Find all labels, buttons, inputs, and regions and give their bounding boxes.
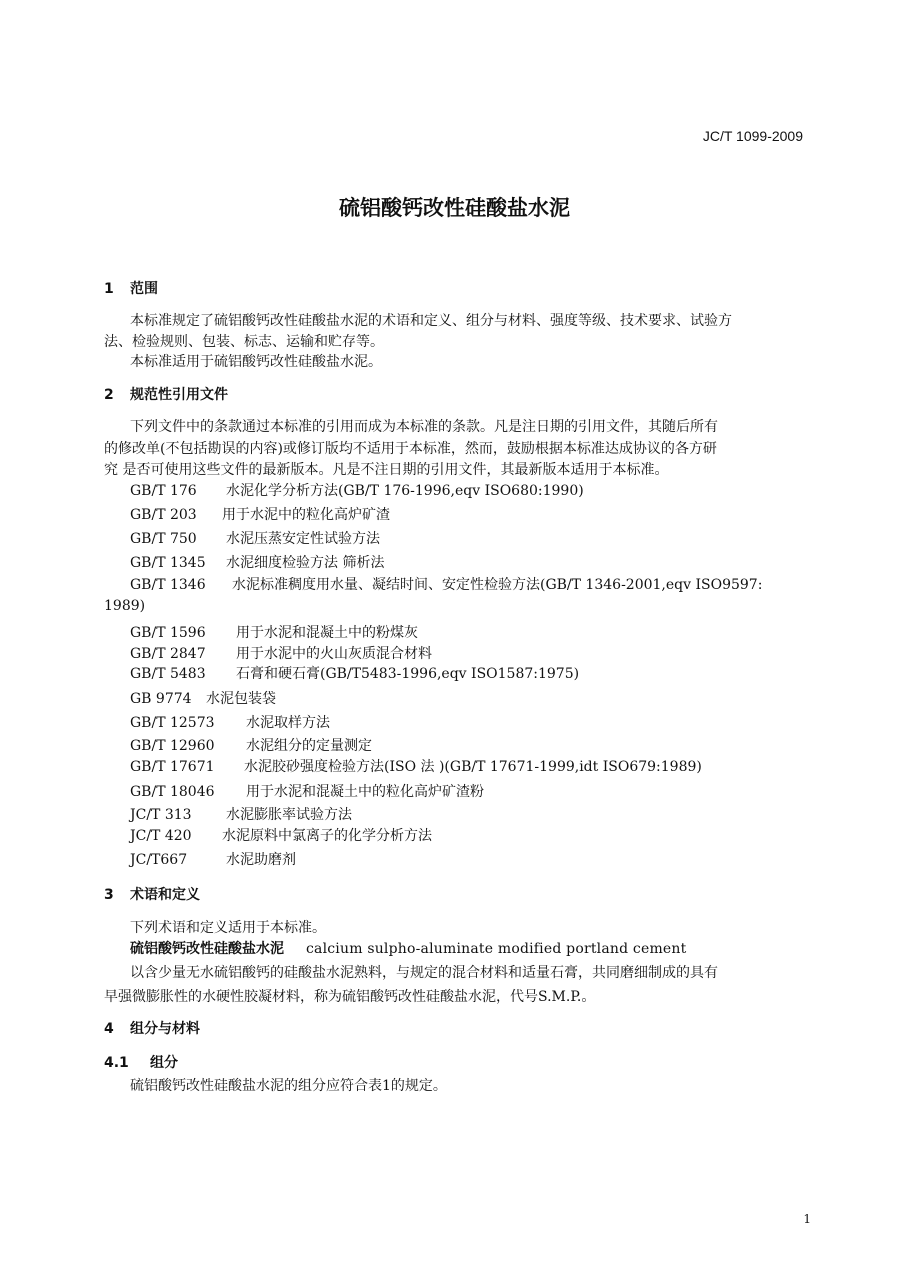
section-number: 3 bbox=[104, 887, 114, 903]
reference-item bbox=[130, 663, 579, 683]
reference-name: 水泥取样方法 bbox=[246, 715, 330, 731]
page-number: 1 bbox=[803, 1212, 811, 1226]
paragraph-line: 本标准适用于硫铝酸钙改性硅酸盐水泥。 bbox=[130, 354, 382, 370]
section-1-heading bbox=[104, 278, 158, 298]
section-2-heading bbox=[104, 384, 228, 404]
reference-name: 水泥膨胀率试验方法 bbox=[226, 807, 352, 823]
reference-item bbox=[130, 735, 372, 755]
reference-code: JC/T667 bbox=[130, 852, 188, 868]
paragraph-line: 硫铝酸钙改性硅酸盐水泥的组分应符合表1的规定。 bbox=[130, 1078, 447, 1094]
reference-name: 用于水泥中的火山灰质混合材料 bbox=[236, 646, 432, 662]
reference-code: GB/T 12573 bbox=[130, 715, 215, 731]
reference-item bbox=[130, 480, 584, 500]
reference-name: 水泥压蒸安定性试验方法 bbox=[226, 531, 380, 547]
reference-code: GB/T 18046 bbox=[130, 784, 215, 800]
section-number: 1 bbox=[104, 281, 114, 297]
reference-item bbox=[130, 643, 432, 663]
reference-item bbox=[130, 825, 432, 845]
reference-item bbox=[130, 574, 762, 594]
reference-item bbox=[130, 552, 384, 572]
paragraph-line: 下列术语和定义适用于本标准。 bbox=[130, 920, 326, 936]
paragraph-line: 的修改单(不包括勘误的内容)或修订版均不适用于本标准，然而，鼓励根据本标准达成协议的各方研 bbox=[104, 441, 717, 457]
reference-name: 水泥助磨剂 bbox=[226, 852, 296, 868]
paragraph-line: 下列文件中的条款通过本标准的引用而成为本标准的条款。凡是注日期的引用文件，其随后所有 bbox=[130, 419, 718, 435]
reference-name: 用于水泥中的粒化高炉矿渣 bbox=[222, 507, 390, 523]
reference-item bbox=[130, 781, 484, 801]
term-english: calcium sulpho-aluminate modified portland cement bbox=[306, 941, 687, 957]
reference-name: 用于水泥和混凝土中的粉煤灰 bbox=[236, 625, 418, 641]
reference-name: 水泥组分的定量测定 bbox=[246, 738, 372, 754]
reference-code: GB/T 17671 bbox=[130, 759, 215, 775]
section-number: 2 bbox=[104, 387, 114, 403]
reference-code: GB/T 5483 bbox=[130, 666, 206, 682]
reference-name: 水泥化学分析方法(GB/T 176-1996,eqv ISO680:1990) bbox=[226, 483, 584, 499]
paragraph-line: 本标准规定了硫铝酸钙改性硅酸盐水泥的术语和定义、组分与材料、强度等级、技术要求、试验方 bbox=[130, 313, 732, 329]
section-title: 组分与材料 bbox=[130, 1021, 200, 1037]
section-title: 规范性引用文件 bbox=[130, 387, 228, 403]
reference-code: GB 9774 bbox=[130, 691, 192, 707]
reference-name: 水泥包装袋 bbox=[206, 691, 276, 707]
reference-code: GB/T 2847 bbox=[130, 646, 206, 662]
reference-item bbox=[130, 756, 702, 776]
reference-code: JC/T 420 bbox=[130, 828, 192, 844]
reference-code: GB/T 750 bbox=[130, 531, 197, 547]
standard-number: JC/T 1099-2009 bbox=[702, 128, 803, 144]
reference-name: 水泥原料中氯离子的化学分析方法 bbox=[222, 828, 432, 844]
reference-item bbox=[130, 712, 330, 732]
reference-item bbox=[130, 504, 390, 524]
reference-item bbox=[130, 622, 418, 642]
paragraph-line: 法、检验规则、包装、标志、运输和贮存等。 bbox=[104, 334, 384, 350]
reference-item bbox=[130, 849, 296, 869]
reference-name: 水泥标准稠度用水量、凝结时间、安定性检验方法(GB/T 1346-2001,eqv ISO9597: bbox=[232, 577, 763, 593]
paragraph-line: 以含少量无水硫铝酸钙的硅酸盐水泥熟料，与规定的混合材料和适量石膏，共同磨细制成的具有 bbox=[130, 965, 718, 981]
section-4-heading bbox=[104, 1018, 200, 1038]
paragraph-line: 早强微膨胀性的水硬性胶凝材料，称为硫铝酸钙改性硅酸盐水泥，代号S.M.P.。 bbox=[104, 989, 596, 1005]
reference-name: 石膏和硬石膏(GB/T5483-1996,eqv ISO1587:1975) bbox=[236, 666, 580, 682]
reference-code: GB/T 1596 bbox=[130, 625, 206, 641]
reference-name: 用于水泥和混凝土中的粒化高炉矿渣粉 bbox=[246, 784, 484, 800]
section-3-heading bbox=[104, 884, 200, 904]
section-title: 范围 bbox=[130, 281, 158, 297]
subsection-4-1-heading bbox=[104, 1052, 178, 1072]
reference-name: 水泥胶砂强度检验方法(ISO 法 )(GB/T 17671-1999,idt ISO679:1989) bbox=[244, 759, 702, 775]
reference-name: 水泥细度检验方法 筛析法 bbox=[226, 555, 385, 571]
subsection-title: 组分 bbox=[150, 1055, 178, 1071]
paragraph-line: 究 是否可使用这些文件的最新版本。凡是不注日期的引用文件，其最新版本适用于本标准。 bbox=[104, 462, 669, 478]
document-title: 硫铝酸钙改性硅酸盐水泥 bbox=[339, 196, 570, 220]
reference-code: 1989) bbox=[104, 598, 146, 614]
section-number: 4 bbox=[104, 1021, 114, 1037]
reference-code: GB/T 176 bbox=[130, 483, 197, 499]
reference-item-continuation bbox=[104, 598, 145, 614]
reference-code: GB/T 1346 bbox=[130, 577, 206, 593]
section-title: 术语和定义 bbox=[130, 887, 200, 903]
reference-code: GB/T 1345 bbox=[130, 555, 206, 571]
reference-item bbox=[130, 688, 276, 708]
term-chinese: 硫铝酸钙改性硅酸盐水泥 bbox=[130, 941, 284, 957]
term-entry bbox=[130, 938, 686, 958]
subsection-number: 4.1 bbox=[104, 1055, 129, 1071]
reference-code: JC/T 313 bbox=[130, 807, 192, 823]
reference-code: GB/T 203 bbox=[130, 507, 197, 523]
reference-code: GB/T 12960 bbox=[130, 738, 215, 754]
reference-item bbox=[130, 804, 352, 824]
reference-item bbox=[130, 528, 380, 548]
